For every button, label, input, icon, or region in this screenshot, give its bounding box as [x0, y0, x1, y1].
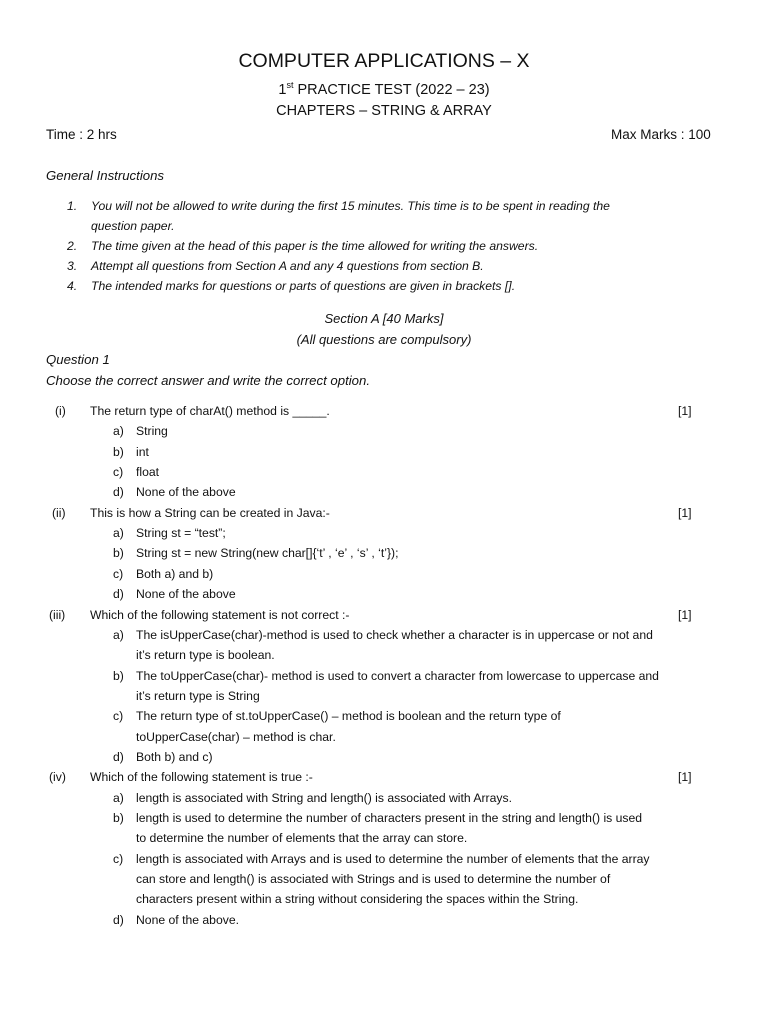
max-marks-label: Max Marks : 100 [611, 127, 711, 142]
option-label: b) [113, 811, 124, 825]
option-label: d) [113, 587, 124, 602]
option-text: String st = “test”; [136, 526, 226, 541]
paper-title: COMPUTER APPLICATIONS – X [238, 50, 530, 72]
instruction-text: Attempt all questions from Section A and any 4 questions from section B. [91, 259, 484, 273]
question-part-text: This is how a String can be created in Java:- [90, 505, 330, 520]
option-label: c) [113, 566, 124, 581]
option-text: length is associated with Arrays and is used to determine the number of elements that the array [136, 851, 650, 866]
option-label: b) [113, 668, 124, 683]
chapters-line: CHAPTERS – STRING & ARRAY [276, 103, 492, 119]
instruction-text: question paper. [91, 219, 175, 233]
option-label: c) [113, 465, 124, 480]
instruction-text: You will not be allowed to write during the first 15 minutes. This time is to be spent in reading the [91, 199, 610, 213]
option-text: to determine the number of elements that the array can store. [136, 831, 468, 846]
option-text: String st = new String(new char[]{‘t’ , ‘e’ , ‘s’ , ‘t’}); [136, 546, 399, 561]
section-title: Section A [40 Marks] [324, 311, 444, 326]
instruction-number: 1. [67, 199, 78, 213]
option-text: The toUpperCase(char)- method is used to convert a character from lowercase to uppercase and [136, 668, 659, 683]
option-text: The return type of st.toUpperCase() – method is boolean and the return type of [136, 709, 561, 724]
question-instruction: Choose the correct answer and write the correct option. [46, 373, 370, 388]
test-number: 1 [278, 82, 287, 98]
option-label: d) [113, 749, 124, 764]
question-part-marks: [1] [678, 607, 692, 622]
option-label: a) [113, 424, 124, 439]
option-label: b) [113, 546, 124, 561]
question-part-marks: [1] [678, 404, 692, 418]
question-part-number: (ii) [52, 505, 66, 520]
option-text: float [136, 465, 160, 480]
instruction-text: The intended marks for questions or parts of questions are given in brackets []. [91, 279, 516, 293]
option-label: d) [113, 912, 124, 927]
option-text: can store and length() is associated with Strings and is used to determine the number of [136, 872, 611, 887]
option-text: characters present within a string without considering the spaces within the String. [136, 892, 579, 907]
question-part-number: (iii) [49, 607, 66, 622]
question-part-number: (iv) [49, 770, 66, 785]
test-name-rest: PRACTICE TEST (2022 – 23) [293, 82, 490, 98]
option-label: d) [113, 485, 124, 500]
option-text: it’s return type is String [136, 688, 260, 703]
option-label: c) [113, 851, 124, 866]
time-label: Time : 2 hrs [46, 127, 117, 142]
test-ordinal-suffix: st [286, 80, 294, 90]
option-label: a) [113, 526, 124, 541]
option-text: String [136, 424, 168, 439]
section-note: (All questions are compulsory) [296, 332, 472, 347]
question-part-text: The return type of charAt() method is _____. [90, 404, 330, 418]
option-text: None of the above. [136, 912, 239, 927]
question-part-marks: [1] [678, 770, 692, 785]
test-name [0, 80, 768, 98]
option-label: a) [113, 627, 124, 642]
option-text: length is associated with String and length() is associated with Arrays. [136, 790, 512, 805]
option-text: int [136, 444, 149, 459]
instruction-text: The time given at the head of this paper is the time allowed for writing the answers. [91, 239, 539, 253]
question-part-marks: [1] [678, 505, 692, 520]
option-label: c) [113, 709, 124, 724]
question-part-number: (i) [55, 404, 66, 418]
option-text: it’s return type is boolean. [136, 648, 275, 663]
option-text: None of the above [136, 485, 236, 500]
question-title: Question 1 [46, 352, 110, 367]
instruction-number: 2. [67, 239, 78, 253]
option-text: The isUpperCase(char)-method is used to check whether a character is in uppercase or not and [136, 627, 653, 642]
option-text: Both b) and c) [136, 749, 213, 764]
option-label: b) [113, 444, 124, 459]
instruction-number: 4. [67, 279, 78, 293]
instructions-heading: General Instructions [46, 168, 165, 183]
option-text: length is used to determine the number of characters present in the string and length() is used [136, 811, 643, 825]
option-label: a) [113, 790, 124, 805]
instruction-number: 3. [67, 259, 78, 273]
question-part-text: Which of the following statement is not correct :- [90, 607, 350, 622]
option-text: Both a) and b) [136, 566, 214, 581]
question-part-text: Which of the following statement is true :- [90, 770, 313, 785]
option-text: None of the above [136, 587, 236, 602]
option-text: toUpperCase(char) – method is char. [136, 729, 336, 744]
